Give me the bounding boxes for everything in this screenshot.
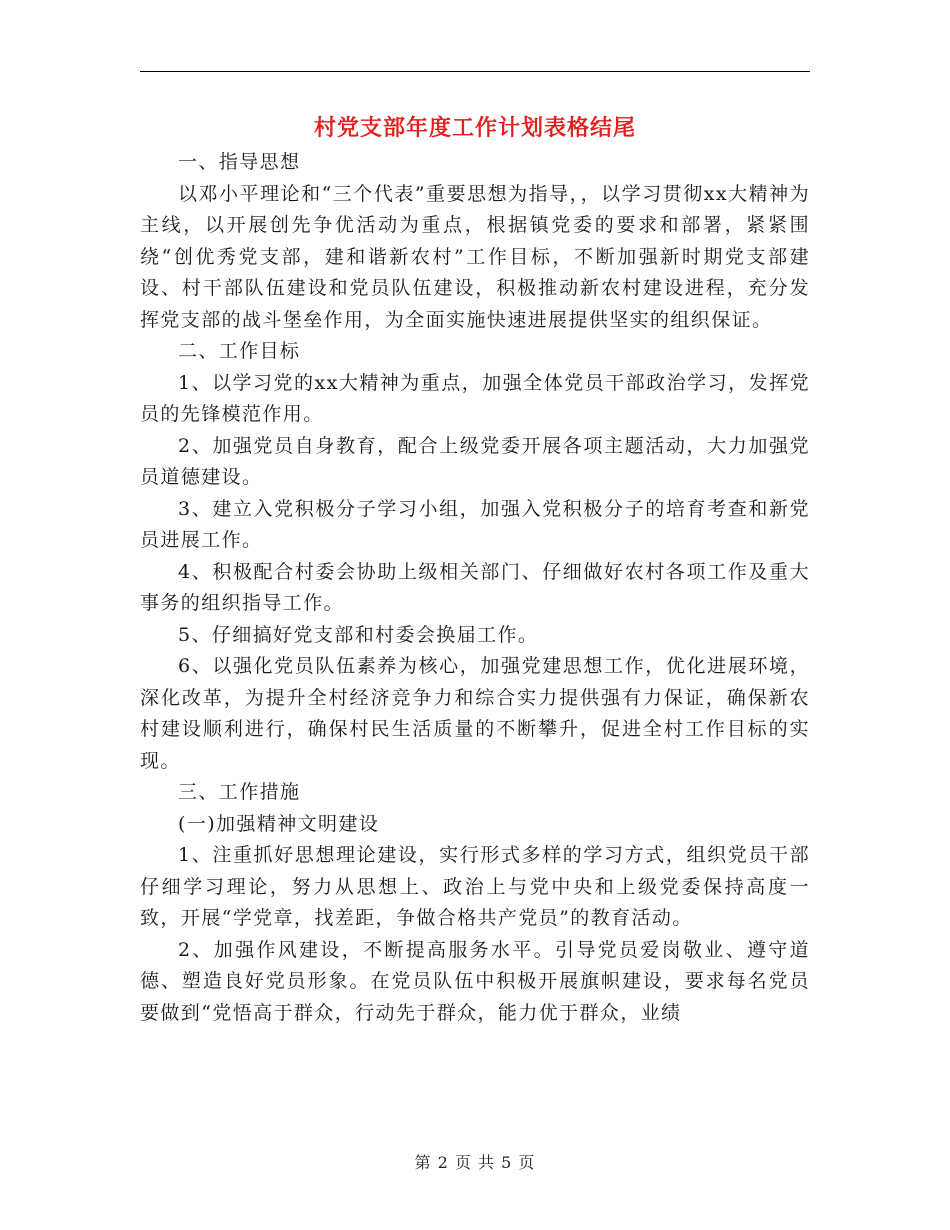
section-heading-work-measures: 三、工作措施 (178, 781, 301, 803)
goal-item-2: 2、加强党员自身教育，配合上级党委开展各项主题活动，大力加强党员道德建设。 (140, 434, 810, 488)
page-number-footer: 第 2 页 共 5 页 (414, 1153, 536, 1172)
section-heading-guiding-thought: 一、指导思想 (178, 151, 301, 173)
document-title: 村党支部年度工作计划表格结尾 (313, 115, 636, 141)
measure-item-2: 2、加强作风建设，不断提高服务水平。引导党员爱岗敬业、遵守道德、塑造良好党员形象。在党员队伍中积极开展旗帜建设，要求每名党员要做到“党悟高于群众，行动先于群众，能力优于群众，业绩 (140, 938, 810, 1024)
goal-item-6: 6、以强化党员队伍素养为核心，加强党建思想工作，优化进展环境，深化改革，为提升全村经济竞争力和综合实力提供强有力保证，确保新农村建设顺利进行，确保村民生活质量的不断攀升，促进全村工作目标的实现。 (140, 655, 810, 772)
subsection-heading-civilization: (一)加强精神文明建设 (178, 812, 380, 835)
goal-item-4: 4、积极配合村委会协助上级相关部门、仔细做好农村各项工作及重大事务的组织指导工作。 (140, 560, 810, 614)
goal-item-5: 5、仔细搞好党支部和村委会换届工作。 (178, 623, 539, 646)
paragraph-guiding-thought: 以邓小平理论和“三个代表”重要思想为指导，，以学习贯彻xx大精神为主线，以开展创先争优活动为重点，根据镇党委的要求和部署，紧紧围绕“创优秀党支部，建和谐新农村”工作目标，不断加强新时期党支部建设、村干部队伍建设和党员队伍建设，积极推动新农村建设进程，充分发挥党支部的战斗堡垒作用，为全面实施快速进展提供坚实的组织保证。 (140, 182, 810, 331)
section-heading-work-goals: 二、工作目标 (178, 340, 301, 362)
header-rule (140, 71, 810, 72)
goal-item-3: 3、建立入党积极分子学习小组，加强入党积极分子的培育考查和新党员进展工作。 (140, 497, 810, 551)
goal-item-1: 1、以学习党的xx大精神为重点，加强全体党员干部政治学习，发挥党员的先锋模范作用。 (140, 371, 810, 425)
measure-item-1: 1、注重抓好思想理论建设，实行形式多样的学习方式，组织党员干部仔细学习理论，努力从思想上、政治上与党中央和上级党委保持高度一致，开展“学党章，找差距，争做合格共产党员”的教育活动。 (140, 844, 810, 929)
document-body (140, 147, 810, 1029)
